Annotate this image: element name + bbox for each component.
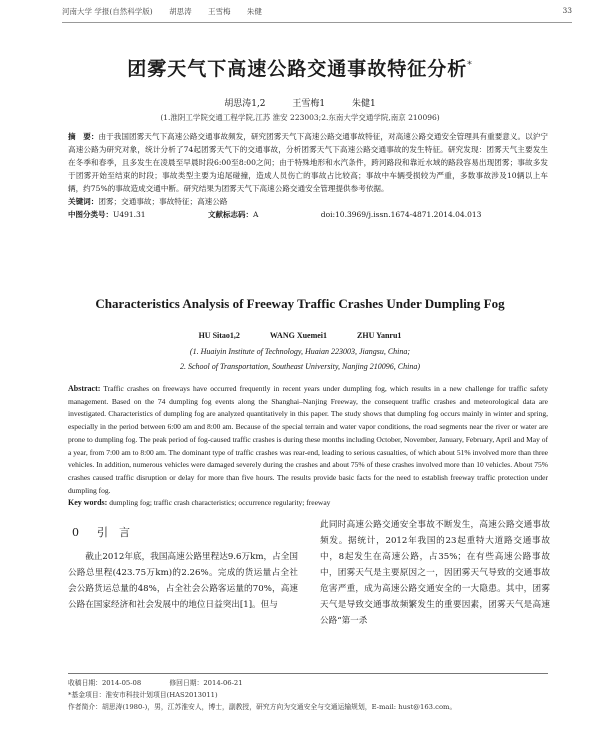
header-author-2: 王雪梅 [208,7,231,16]
body-column-right [320,517,550,629]
document-code: 文献标志码：A [207,210,259,219]
fund-note: *基金项目：淮安市科技计划项目(HAS2013011) [68,691,218,699]
page-number: 33 [562,6,572,15]
chinese-authors [0,96,600,109]
body-paragraph: 截止2012年底，我国高速公路里程达9.6万km，占全国公路总里程(423.75万km)的2.26%。完成的货运量占全社会公路货运总量的48%，占全社会公路客运量的70%，高速公路在国家经济和社会发展中的地位日益突出[1]。但与 [68,552,298,610]
doi: doi:10.3969/j.issn.1674-4871.2014.04.013 [320,210,482,219]
revised-date: 修回日期：2014-06-21 [169,679,243,687]
chinese-abstract-paragraph [68,130,548,195]
english-affiliation-1: (1. Huaiyin Institute of Technology, Huaian 223003, Jiangsu, China; [189,347,411,356]
en-keywords-text: dumpling fog; traffic crash characteristics; occurrence regularity; freeway [109,498,331,508]
header-author-3: 朱健 [246,7,262,16]
english-keywords [68,497,548,510]
english-authors [0,331,600,340]
en-abstract-label: Abstract: [68,384,101,393]
en-keywords-label: Key words: [68,498,108,508]
header-author-1: 胡思涛 [169,7,192,16]
running-header [62,6,572,23]
body-paragraph: 此同时高速公路交通安全事故不断发生，高速公路交通事故频发。据统计，2012年我国的23起重特大道路交通事故中，8起发生在高速公路，占35%；在有些高速公路事故中，团雾天气是主要原因之一，因团雾天气导致的交通事故危害严重，成为高速公路交通安全的一大隐患。其中，团雾天气是导致交通事故频繁发生的重要因素，团雾天气是高速公路“第一杀 [320,520,550,626]
title-footnote-mark: * [467,60,473,71]
chinese-abstract [68,130,548,221]
abstract-text: 由于我国团雾天气下高速公路交通事故频发，研究团雾天气下高速公路交通事故特征，对高速公路交通安全管理具有重要意义。以沪宁高速公路为研究对象，统计分析了74起团雾天气下的交通事故，分析团雾天气下高速公路交通事故的发生特征。研究发现：团雾天气主要发生在冬季和春季，且多发生在凌晨至早晨时段6:00至8:00之间；由于特殊地形和水汽条件，跨河路段和靠近水域的路段容易出现团雾；事故多发于团雾开始至结束的时段；事故类型主要为追尾碰撞，造成人员伤亡的事故占比较高；事故中车辆受损较为严重，多数事故涉及10辆以上车辆，约75%的事故造成交通中断。研究结果为团雾天气下高速公路交通安全管理提供参考依据。 [68,132,548,193]
en-author: WANG Xuemei1 [269,331,328,340]
chinese-title-text: 团雾天气下高速公路交通事故特征分析 [127,58,468,80]
en-author: ZHU Yanru1 [357,331,402,340]
dates-line [68,677,548,689]
cn-author: 胡思涛1,2 [224,99,266,109]
keywords-label: 关键词： [68,197,99,206]
keywords-text: 团雾；交通事故；事故特征；高速公路 [98,197,228,206]
chinese-affiliation: (1.淮阴工学院交通工程学院,江苏 淮安 223003;2.东南大学交通学院,南京 210096) [160,113,440,122]
english-abstract [68,383,548,510]
chinese-title [0,54,600,81]
header-journal: 河南大学 学报(自然科学版) [62,7,153,16]
received-date: 收稿日期：2014-05-08 [68,679,142,687]
author-intro: 作者简介：胡思涛(1980-)，男，江苏淮安人，博士，副教授，研究方向为交通安全与交通运输规划，E-mail: hust@163.com。 [68,703,457,711]
en-author: HU Sitao1,2 [198,331,240,340]
en-abstract-text: Traffic crashes on freeways have occurred frequently in recent years under dumpling fog, which results in a new challenge for traffic safety management. Based on the 74 dumpling fog events along the Shanghai–Nanjing Freeway, the consequent traffic crashes and meteorological data are investigated. Characteristics of dumpling fog are analyzed quantitatively in this paper. The study shows that dumpling fog occurs mainly in winter and spring, especially in the period between 6:00 am and 8:00 am. Because of the special terrain and water vapor conditions, the road segments near the river or water are prone to dumpling fog. The peak period of fog-caused traffic crashes is during these months including October, November, January, February, April and May of a year, from 7:00 am to 8:00 am. The dominant type of traffic crashes was rear-end, leading to serious casualties, of which about 51% involved more than three vehicles. In addition, numerous vehicles were damaged severely during the crashes and about 75% of these crashes involved more than 10 vehicles. About 75% crashes caused traffic disruption or delay for more than five hours. The results provide basic facts for the need to establish freeway traffic protection under dumpling fog. [68,384,548,495]
clc-number: 中图分类号：U491.31 [68,210,146,219]
chinese-keywords [68,195,548,208]
section-heading [72,525,298,541]
classification-line [68,208,548,221]
footnotes [68,673,548,713]
cn-author: 朱健1 [352,99,376,109]
english-affiliation-2: 2. School of Transportation, Southeast University, Nanjing 210096, China) [179,362,420,371]
english-title: Characteristics Analysis of Freeway Traffic Crashes Under Dumpling Fog [95,296,505,311]
body-column-left [68,517,298,613]
abstract-label: 摘 要： [68,132,99,141]
section-number: 0 [72,526,79,539]
section-title: 引 言 [97,526,130,539]
english-abstract-paragraph [68,383,548,497]
cn-author: 王雪梅1 [292,99,326,109]
